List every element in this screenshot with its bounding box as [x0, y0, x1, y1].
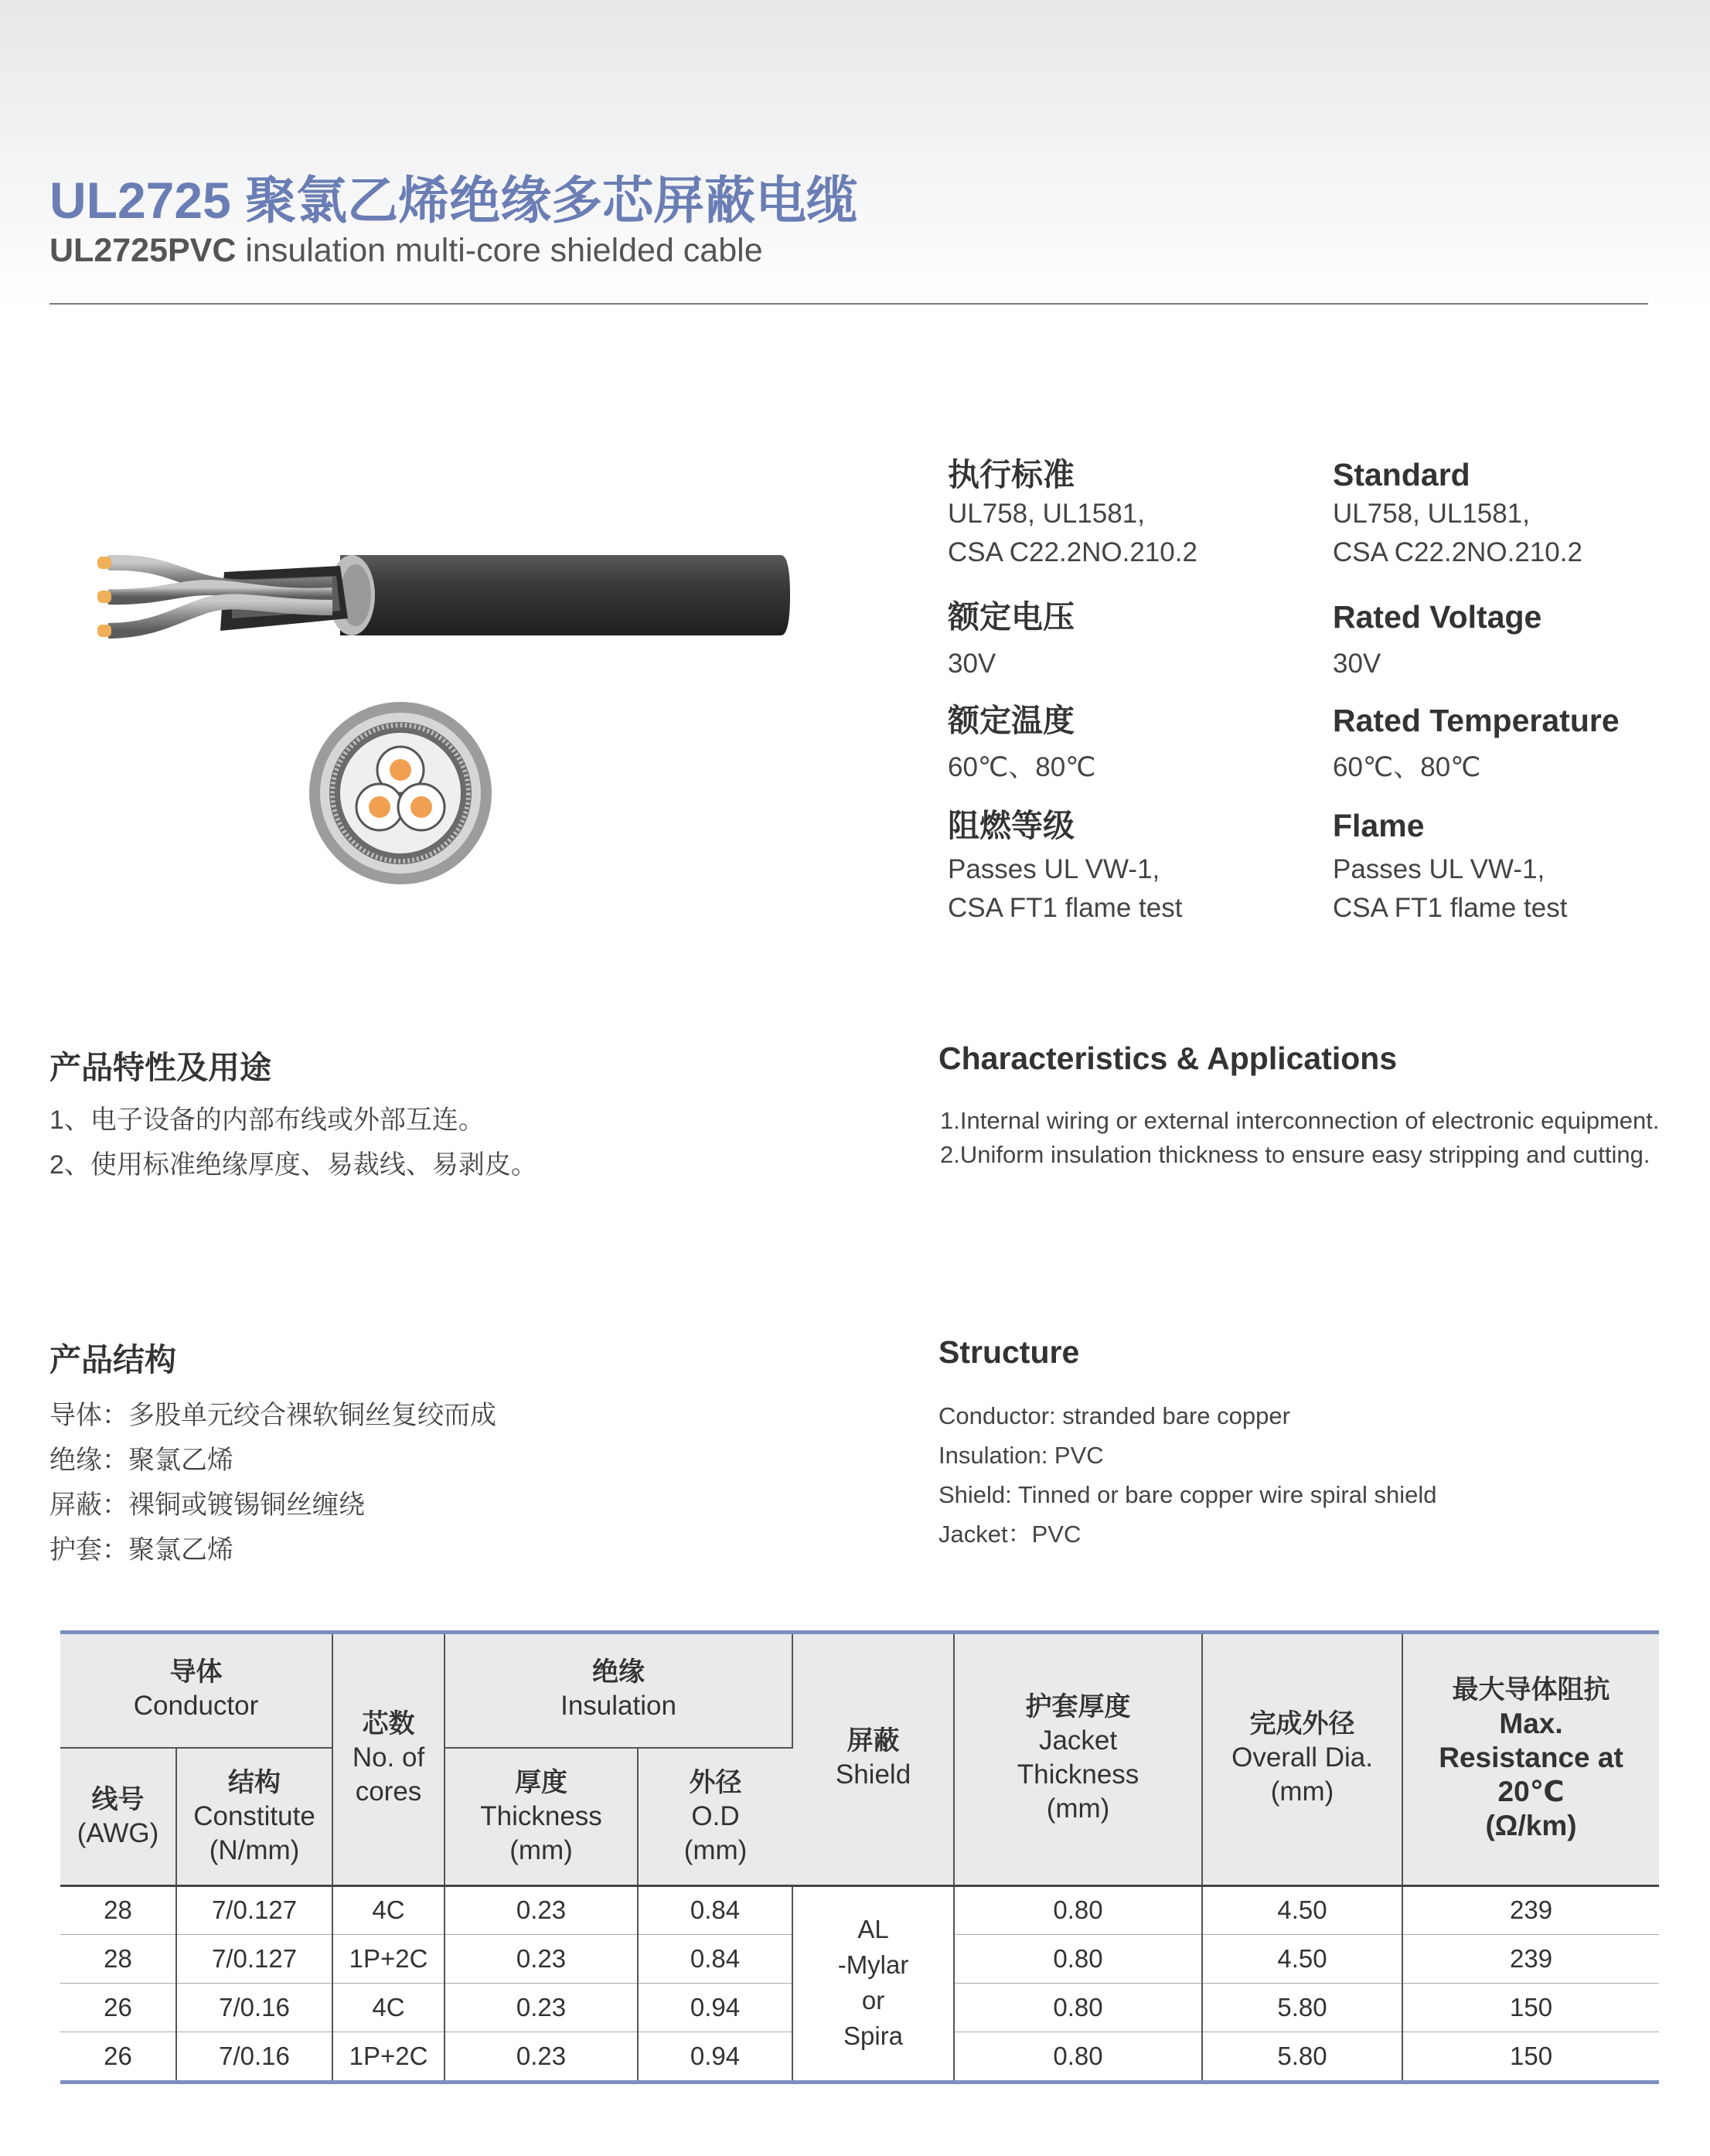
th-label-en: Constitute	[193, 1801, 315, 1831]
th-label-en: (AWG)	[77, 1818, 159, 1848]
spec-value: UL758, UL1581,	[1333, 499, 1530, 529]
th-label-en: No. of	[352, 1742, 425, 1773]
spec-value: Passes UL VW-1,	[1333, 854, 1545, 884]
th-label-en: Thickness	[1017, 1759, 1139, 1790]
list-item: 1.Internal wiring or external interconnection of electronic equipment.	[940, 1107, 1660, 1134]
th-label-en: Insulation	[560, 1690, 676, 1721]
th-unit: (mm)	[509, 1835, 573, 1865]
cell-cores: 4C	[332, 1885, 445, 1935]
cell-awg: 28	[60, 1935, 176, 1984]
cell-cores: 4C	[332, 1984, 445, 2032]
spec-value: CSA C22.2NO.210.2	[948, 537, 1197, 567]
spec-label: 额定电压	[948, 599, 1075, 635]
spec-standard-cn	[948, 455, 1197, 572]
spec-value: CSA FT1 flame test	[948, 893, 1183, 923]
cell-resistance: 239	[1402, 1885, 1659, 1935]
spec-flame-cn	[948, 806, 1182, 928]
th-label-cn: 屏蔽	[846, 1725, 900, 1756]
cell-od: 0.84	[638, 1935, 792, 1984]
list-item: Conductor: stranded bare copper	[938, 1402, 1290, 1429]
characteristics-list-en	[940, 1104, 1660, 1172]
cell-overall: 4.50	[1202, 1885, 1402, 1935]
characteristics-title-en: Characteristics & Applications	[938, 1041, 1398, 1076]
spec-value: 30V	[948, 649, 996, 679]
cell-od: 0.84	[638, 1885, 792, 1935]
th-unit: (N/mm)	[209, 1835, 300, 1865]
spec-table	[60, 1630, 1659, 2081]
structure-list-en	[938, 1396, 1436, 1554]
spec-label: Rated Temperature	[1333, 703, 1620, 738]
th-label-cn: 绝缘	[592, 1657, 646, 1687]
th-shield	[792, 1630, 954, 1885]
list-item: Shield: Tinned or bare copper wire spiral shield	[938, 1481, 1437, 1508]
th-label-cn: 厚度	[515, 1768, 568, 1797]
table-header-rule	[60, 1885, 1659, 1887]
th-unit: (mm)	[1270, 1776, 1334, 1807]
spec-value: 60℃、80℃	[1333, 752, 1481, 782]
cell-thickness: 0.23	[445, 1984, 638, 2032]
th-label-cn: 线号	[91, 1785, 145, 1814]
spec-voltage-cn	[948, 597, 1075, 683]
th-label-cn: 芯数	[362, 1708, 415, 1739]
th-label-en: 20℃	[1497, 1775, 1565, 1807]
cell-cores: 1P+2C	[332, 2032, 445, 2081]
cell-awg: 26	[60, 2032, 176, 2081]
th-jacket	[954, 1630, 1202, 1885]
structure-title-en: Structure	[938, 1334, 1080, 1370]
th-awg	[60, 1748, 176, 1885]
th-overall	[1202, 1630, 1402, 1885]
list-item: 2、使用标准绝缘厚度、易裁线、易剥皮。	[49, 1150, 537, 1180]
spec-value: CSA C22.2NO.210.2	[1333, 537, 1582, 567]
list-item: 2.Uniform insulation thickness to ensure easy stripping and cutting.	[940, 1141, 1650, 1168]
cell-awg: 28	[60, 1885, 176, 1935]
spec-value: 60℃、80℃	[948, 752, 1096, 782]
cell-overall: 4.50	[1202, 1935, 1402, 1984]
spec-value: CSA FT1 flame test	[1333, 893, 1568, 923]
table-row	[60, 1885, 1659, 1935]
shield-line: or	[861, 1986, 885, 2015]
th-label-cn: 护套厚度	[1025, 1691, 1131, 1722]
cell-thickness: 0.23	[445, 2032, 638, 2081]
th-cores	[332, 1630, 445, 1885]
cell-jacket: 0.80	[954, 1984, 1202, 2032]
spec-value: UL758, UL1581,	[948, 499, 1145, 529]
cell-cores: 1P+2C	[332, 1935, 445, 1984]
page-title-cn: UL2725 聚氯乙烯绝缘多芯屏蔽电缆	[49, 172, 858, 229]
th-resistance	[1402, 1630, 1659, 1885]
th-insulation	[445, 1630, 792, 1748]
cell-constitute: 7/0.16	[176, 1984, 332, 2032]
cell-constitute: 7/0.127	[176, 1885, 332, 1935]
shield-line: AL	[857, 1915, 889, 1944]
th-constitute	[176, 1748, 332, 1885]
spec-standard-en	[1333, 455, 1582, 572]
cell-constitute: 7/0.16	[176, 2032, 332, 2081]
cell-jacket: 0.80	[954, 1885, 1202, 1935]
structure-title-cn: 产品结构	[49, 1342, 176, 1378]
spec-label: Flame	[1333, 808, 1425, 843]
structure-list-cn	[49, 1393, 496, 1572]
th-thickness	[445, 1748, 638, 1885]
spec-label: 执行标准	[948, 457, 1075, 492]
spec-temperature-en	[1333, 700, 1620, 787]
th-label-en: O.D	[691, 1801, 740, 1831]
cell-thickness: 0.23	[445, 1885, 638, 1935]
th-label-en: Conductor	[133, 1690, 259, 1721]
spec-label: 额定温度	[948, 703, 1075, 738]
cell-shield	[792, 1885, 954, 2080]
th-label-cn: 最大导体阻抗	[1452, 1674, 1610, 1705]
cell-thickness: 0.23	[445, 1935, 638, 1984]
shield-line: -Mylar	[837, 1950, 909, 1980]
cable-cross-section-illustration	[306, 699, 495, 887]
th-label-cn: 完成外径	[1249, 1708, 1355, 1739]
th-label-en: Overall Dia.	[1231, 1742, 1373, 1773]
characteristics-list-cn	[49, 1098, 537, 1187]
th-label-en: Jacket	[1038, 1725, 1118, 1756]
header-divider	[49, 303, 1648, 305]
th-label-cn: 导体	[169, 1657, 223, 1687]
th-unit: (mm)	[683, 1835, 748, 1865]
title-en-model: UL2725PVC	[49, 232, 237, 269]
th-od	[638, 1748, 792, 1885]
th-label-en: cores	[355, 1776, 422, 1807]
spec-value: Passes UL VW-1,	[948, 854, 1160, 884]
spec-label: Standard	[1333, 457, 1470, 492]
list-item: 1、电子设备的内部布线或外部互连。	[49, 1105, 485, 1135]
th-label-en: Resistance at	[1439, 1741, 1623, 1773]
th-label-cn: 外径	[689, 1768, 742, 1797]
cable-side-illustration	[85, 533, 796, 657]
cell-constitute: 7/0.127	[176, 1935, 332, 1984]
cell-overall: 5.80	[1202, 1984, 1402, 2032]
list-item: 屏蔽：裸铜或镀锡铜丝缠绕	[49, 1490, 365, 1520]
th-unit: (Ω/km)	[1485, 1809, 1577, 1841]
cell-od: 0.94	[638, 2032, 792, 2081]
cell-jacket: 0.80	[954, 1935, 1202, 1984]
cell-jacket: 0.80	[954, 2032, 1202, 2081]
th-label-en: Shield	[835, 1759, 911, 1790]
th-label-cn: 结构	[228, 1768, 281, 1797]
th-unit: (mm)	[1046, 1793, 1110, 1824]
table-top-rule	[60, 1630, 1659, 1634]
th-label-en: Max.	[1499, 1707, 1563, 1739]
list-item: Jacket：PVC	[938, 1521, 1082, 1548]
th-conductor	[60, 1630, 332, 1748]
spec-label: Rated Voltage	[1333, 599, 1542, 635]
cell-resistance: 239	[1402, 1935, 1659, 1984]
cell-overall: 5.80	[1202, 2032, 1402, 2081]
shield-line: Spira	[843, 2021, 904, 2051]
list-item: 护套：聚氯乙烯	[49, 1535, 233, 1565]
title-en-desc: insulation multi-core shielded cable	[236, 232, 763, 269]
cell-awg: 26	[60, 1984, 176, 2032]
table-bottom-rule	[60, 2080, 1659, 2084]
list-item: 绝缘：聚氯乙烯	[49, 1446, 233, 1475]
spec-flame-en	[1333, 806, 1567, 928]
cell-resistance: 150	[1402, 1984, 1659, 2032]
characteristics-title-cn: 产品特性及用途	[49, 1050, 271, 1085]
th-label-en: Thickness	[480, 1801, 602, 1831]
page-title-en	[49, 232, 763, 270]
list-item: Insulation: PVC	[938, 1442, 1104, 1469]
cell-od: 0.94	[638, 1984, 792, 2032]
spec-voltage-en	[1333, 597, 1541, 683]
spec-value: 30V	[1333, 649, 1381, 679]
list-item: 导体：多股单元绞合裸软铜丝复绞而成	[49, 1401, 496, 1430]
spec-label: 阻燃等级	[948, 808, 1075, 843]
spec-temperature-cn	[948, 700, 1095, 787]
cell-resistance: 150	[1510, 2042, 1553, 2070]
